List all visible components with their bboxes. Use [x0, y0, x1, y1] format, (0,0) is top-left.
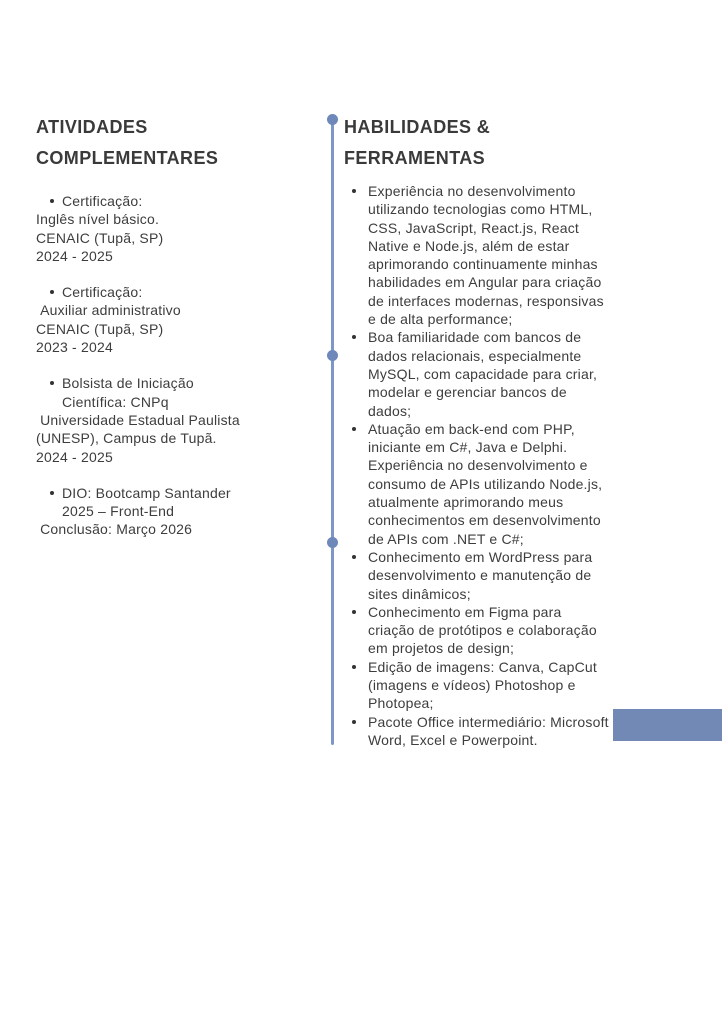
- bullet-icon: [352, 189, 356, 193]
- skill-item: [344, 603, 612, 658]
- bullet-icon: [50, 290, 54, 294]
- bullet-icon: [352, 335, 356, 339]
- entry-line: Auxiliar administrativo: [36, 302, 181, 319]
- bullet-icon: [50, 199, 54, 203]
- bullet-icon: [352, 427, 356, 431]
- entry-line: Conclusão: Março 2026: [36, 521, 193, 538]
- bullet-icon: [352, 665, 356, 669]
- skill-text: Boa familiaridade com bancos de dados relacionais, especialmente MySQL, com capacidade para criar, modelar e gerenciar bancos de dados;: [368, 329, 598, 419]
- entry-line: 2024 - 2025: [36, 247, 113, 264]
- skill-text: Atuação em back-end com PHP, iniciante em C#, Java e Delphi. Experiência no desenvolvimento e consumo de APIs utilizando Node.js, atualmente aprimorando meus conhecimentos em desenvolvimento de APIs com .NET e C#;: [368, 420, 603, 547]
- entry-bullet-text: Certificação:: [62, 284, 143, 301]
- skill-list: [344, 182, 612, 749]
- entry-line: 2023 - 2024: [36, 339, 113, 356]
- entry-bullet-text: Bolsista de Iniciação Científica: CNPq: [62, 375, 194, 410]
- entry-line: Universidade Estadual Paulista: [36, 411, 240, 428]
- skill-text: Conhecimento em WordPress para desenvolvimento e manutenção de sites dinâmicos;: [368, 548, 593, 602]
- skill-item: [344, 548, 612, 603]
- skill-item: [344, 328, 612, 419]
- section-atividades-complementares: [36, 112, 304, 539]
- section-title: ATIVIDADES COMPLEMENTARES: [36, 117, 219, 168]
- entry-bullet-line: [36, 192, 304, 210]
- timeline-dot: [327, 537, 338, 548]
- activity-entry: [36, 192, 304, 265]
- accent-rectangle: [613, 709, 722, 741]
- activity-entry: [36, 484, 304, 539]
- entry-line: Inglês nível básico.: [36, 211, 160, 228]
- bullet-icon: [352, 610, 356, 614]
- skill-item: [344, 713, 612, 750]
- skill-item: [344, 658, 612, 713]
- activity-entry: [36, 374, 304, 465]
- skill-text: Pacote Office intermediário: Microsoft Word, Excel e Powerpoint.: [368, 713, 609, 748]
- section-habilidades-ferramentas: [344, 112, 612, 749]
- entry-line: CENAIC (Tupã, SP): [36, 320, 164, 337]
- entry-bullet-line: [36, 374, 304, 411]
- entry-line: (UNESP), Campus de Tupã.: [36, 430, 217, 447]
- entry-bullet-line: [36, 283, 304, 301]
- entry-line: CENAIC (Tupã, SP): [36, 229, 164, 246]
- skill-text: Edição de imagens: Canva, CapCut (imagens e vídeos) Photoshop e Photopea;: [368, 658, 597, 712]
- bullet-icon: [50, 381, 54, 385]
- skill-item: [344, 420, 612, 548]
- bullet-icon: [352, 720, 356, 724]
- entry-bullet-text: DIO: Bootcamp Santander 2025 – Front-End: [62, 484, 231, 520]
- bullet-icon: [50, 491, 54, 495]
- bullet-icon: [352, 555, 356, 559]
- entry-bullet-line: [36, 484, 304, 521]
- timeline-line: [331, 118, 334, 745]
- skill-item: [344, 182, 612, 328]
- timeline-dot: [327, 350, 338, 361]
- timeline-dot: [327, 114, 338, 125]
- entry-bullet-text: Certificação:: [62, 193, 143, 209]
- skill-text: Experiência no desenvolvimento utilizando tecnologias como HTML, CSS, JavaScript, React.js, React Native e Node.js, além de estar aprimorando continuamente minhas habilidades em Angular para criação de interfaces modernas, responsivas e de alta performance;: [368, 183, 604, 328]
- entry-line: 2024 - 2025: [36, 448, 113, 465]
- section-title: HABILIDADES & FERRAMENTAS: [344, 117, 491, 168]
- skill-text: Conhecimento em Figma para criação de protótipos e colaboração em projetos de design;: [368, 603, 597, 657]
- activity-entry: [36, 283, 304, 356]
